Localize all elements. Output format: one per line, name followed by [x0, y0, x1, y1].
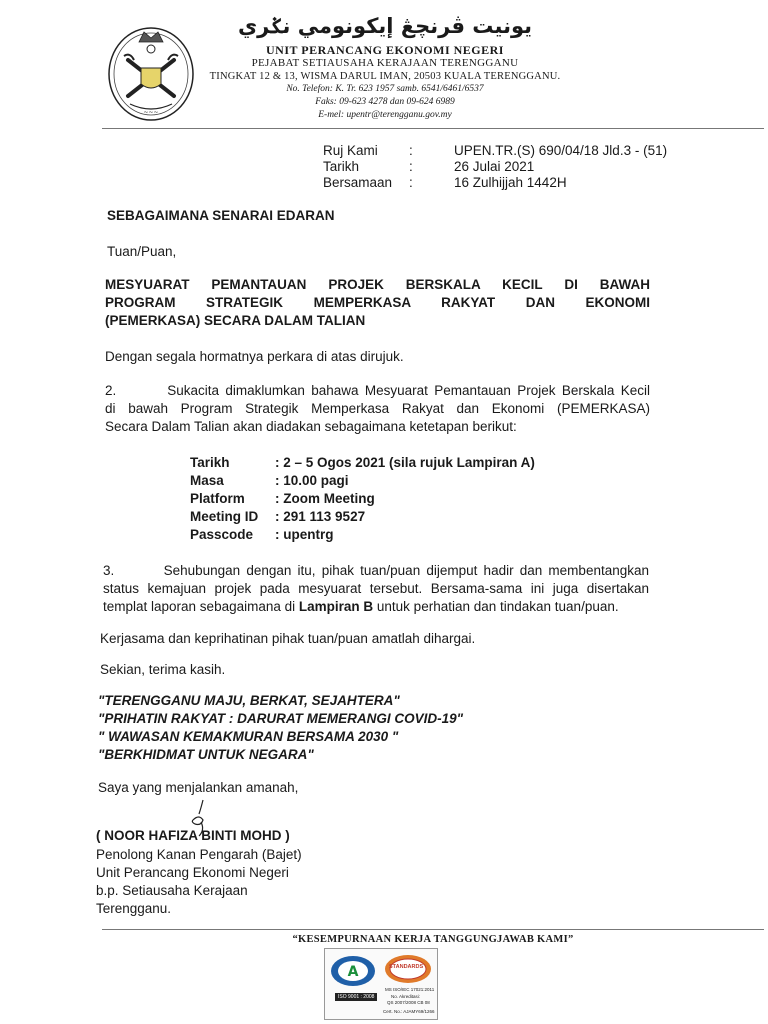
salutation: Tuan/Puan,	[107, 244, 177, 259]
footer-divider	[102, 929, 764, 930]
org-department: PEJABAT SETIAUSAHA KERAJAAN TERENGGANU	[251, 57, 519, 69]
iso-logo-icon	[329, 954, 377, 988]
para2-line-2: di bawah Program Strategik Memperkasa Rakyat dan Ekonomi (PEMERKASA)	[105, 401, 650, 416]
subject-line-3: (PEMERKASA) SECARA DALAM TALIAN	[105, 313, 366, 328]
para2-line-1: 2. Sukacita dimaklumkan bahawa Mesyuarat Pemantauan Projek Berskala Kecil	[105, 383, 650, 398]
slogan-1: "TERENGGANU MAJU, BERKAT, SEJAHTERA"	[98, 693, 400, 708]
ref-value-ruj: UPEN.TR.(S) 690/04/18 Jld.3 - (51)	[454, 143, 668, 158]
slogan-4: "BERKHIDMAT UNTUK NEGARA"	[98, 747, 314, 762]
footer-motto: “KESEMPURNAAN KERJA TANGGUNGJAWAB KAMI”	[292, 934, 574, 945]
cert-iso-caption: ISO 9001 : 2008	[335, 993, 377, 1001]
svg-text:~~~: ~~~	[143, 109, 159, 116]
detail-label-tarikh: Tarikh	[190, 455, 230, 470]
intro-paragraph: Dengan segala hormatnya perkara di atas dirujuk.	[105, 349, 404, 364]
cert-number: Cert. No.: AJAMY69/1266	[383, 1009, 435, 1014]
closing-line: Sekian, terima kasih.	[100, 662, 226, 677]
detail-label-meeting-id: Meeting ID	[190, 509, 259, 524]
certification-logo-icon	[324, 948, 438, 1020]
para2-line-3: Secara Dalam Talian akan diadakan sebagaimana ketetapan berikut:	[105, 419, 517, 434]
signatory-title-3: b.p. Setiausaha Kerajaan	[96, 883, 248, 898]
org-fax: Faks: 09-623 4278 dan 09-624 6989	[315, 97, 455, 107]
para3-line-1: 3. Sehubungan dengan itu, pihak tuan/puan dijemput hadir dan membentangkan	[103, 563, 649, 578]
para3-text: untuk perhatian dan tindakan tuan/puan.	[373, 599, 619, 614]
detail-value-meeting-id: : 291 113 9527	[275, 509, 366, 524]
signatory-name: ( NOOR HAFIZA BINTI MOHD )	[96, 828, 290, 843]
detail-label-platform: Platform	[190, 491, 245, 506]
para3-text: templat laporan sebagaimana di	[103, 599, 299, 614]
detail-value-platform: : Zoom Meeting	[275, 491, 375, 506]
slogan-3: " WAWASAN KEMAKMURAN BERSAMA 2030 "	[98, 729, 399, 744]
letterhead-divider	[102, 128, 764, 129]
signatory-title-4: Terengganu.	[96, 901, 172, 916]
ref-colon: :	[409, 175, 413, 190]
cert-accredited-number: QS 2007/2008 CB 08	[387, 1000, 430, 1005]
detail-value-tarikh: : 2 – 5 Ogos 2021 (sila rujuk Lampiran A)	[275, 455, 535, 470]
detail-label-passcode: Passcode	[190, 527, 254, 542]
ref-label-tarikh: Tarikh	[323, 159, 360, 174]
detail-label-masa: Masa	[190, 473, 224, 488]
detail-value-masa: : 10.00 pagi	[275, 473, 349, 488]
para3-line-3	[103, 598, 619, 616]
signatory-title-2: Unit Perancang Ekonomi Negeri	[96, 865, 289, 880]
signatory-title-1: Penolong Kanan Pengarah (Bajet)	[96, 847, 302, 862]
subject-line-2: PROGRAM STRATEGIK MEMPERKASA RAKYAT DAN EKONOMI	[105, 295, 650, 310]
cert-accredited-label: No. Akreditasi:	[391, 994, 421, 999]
cooperation-paragraph: Kerjasama dan keprihatinan pihak tuan/puan amatlah dihargai.	[100, 631, 476, 646]
ref-colon: :	[409, 143, 413, 158]
para3-line-2: status kemajuan projek pada mesyuarat tersebut. Bersama-sama ini juga disertakan	[103, 581, 649, 596]
svg-text:A: A	[347, 964, 359, 980]
ref-colon: :	[409, 159, 413, 174]
sign-off: Saya yang menjalankan amanah,	[98, 780, 299, 795]
slogan-2: "PRIHATIN RAKYAT : DARURAT MEMERANGI COVID-19"	[98, 711, 464, 726]
state-crest-icon	[106, 22, 196, 122]
ref-label-bersamaan: Bersamaan	[323, 175, 393, 190]
ref-label-ruj: Ruj Kami	[323, 143, 378, 158]
cert-ms-iso-caption: MS ISO/IEC 17021:2011	[385, 987, 435, 992]
cert-standards-label: STANDARDS	[389, 964, 424, 970]
ref-value-tarikh: 26 Julai 2021	[454, 159, 535, 174]
org-name: UNIT PERANCANG EKONOMI NEGERI	[266, 43, 504, 57]
jawi-org-title: يونيت ڤرنچڠ إيكونومي نݢري	[237, 14, 533, 38]
subject-line-1: MESYUARAT PEMANTAUAN PROJEK BERSKALA KECIL DI BAWAH	[105, 277, 650, 292]
org-email: E-mel: upentr@terengganu.gov.my	[318, 110, 452, 120]
lampiran-b-ref: Lampiran B	[298, 599, 374, 614]
detail-value-passcode: : upentrg	[275, 527, 334, 542]
ref-value-bersamaan: 16 Zulhijjah 1442H	[454, 175, 567, 190]
org-address: TINGKAT 12 & 13, WISMA DARUL IMAN, 20503 KUALA TERENGGANU.	[209, 71, 561, 82]
org-telephone: No. Telefon: K. Tr. 623 1957 samb. 6541/6461/6537	[286, 84, 484, 94]
recipient: SEBAGAIMANA SENARAI EDARAN	[107, 208, 335, 223]
